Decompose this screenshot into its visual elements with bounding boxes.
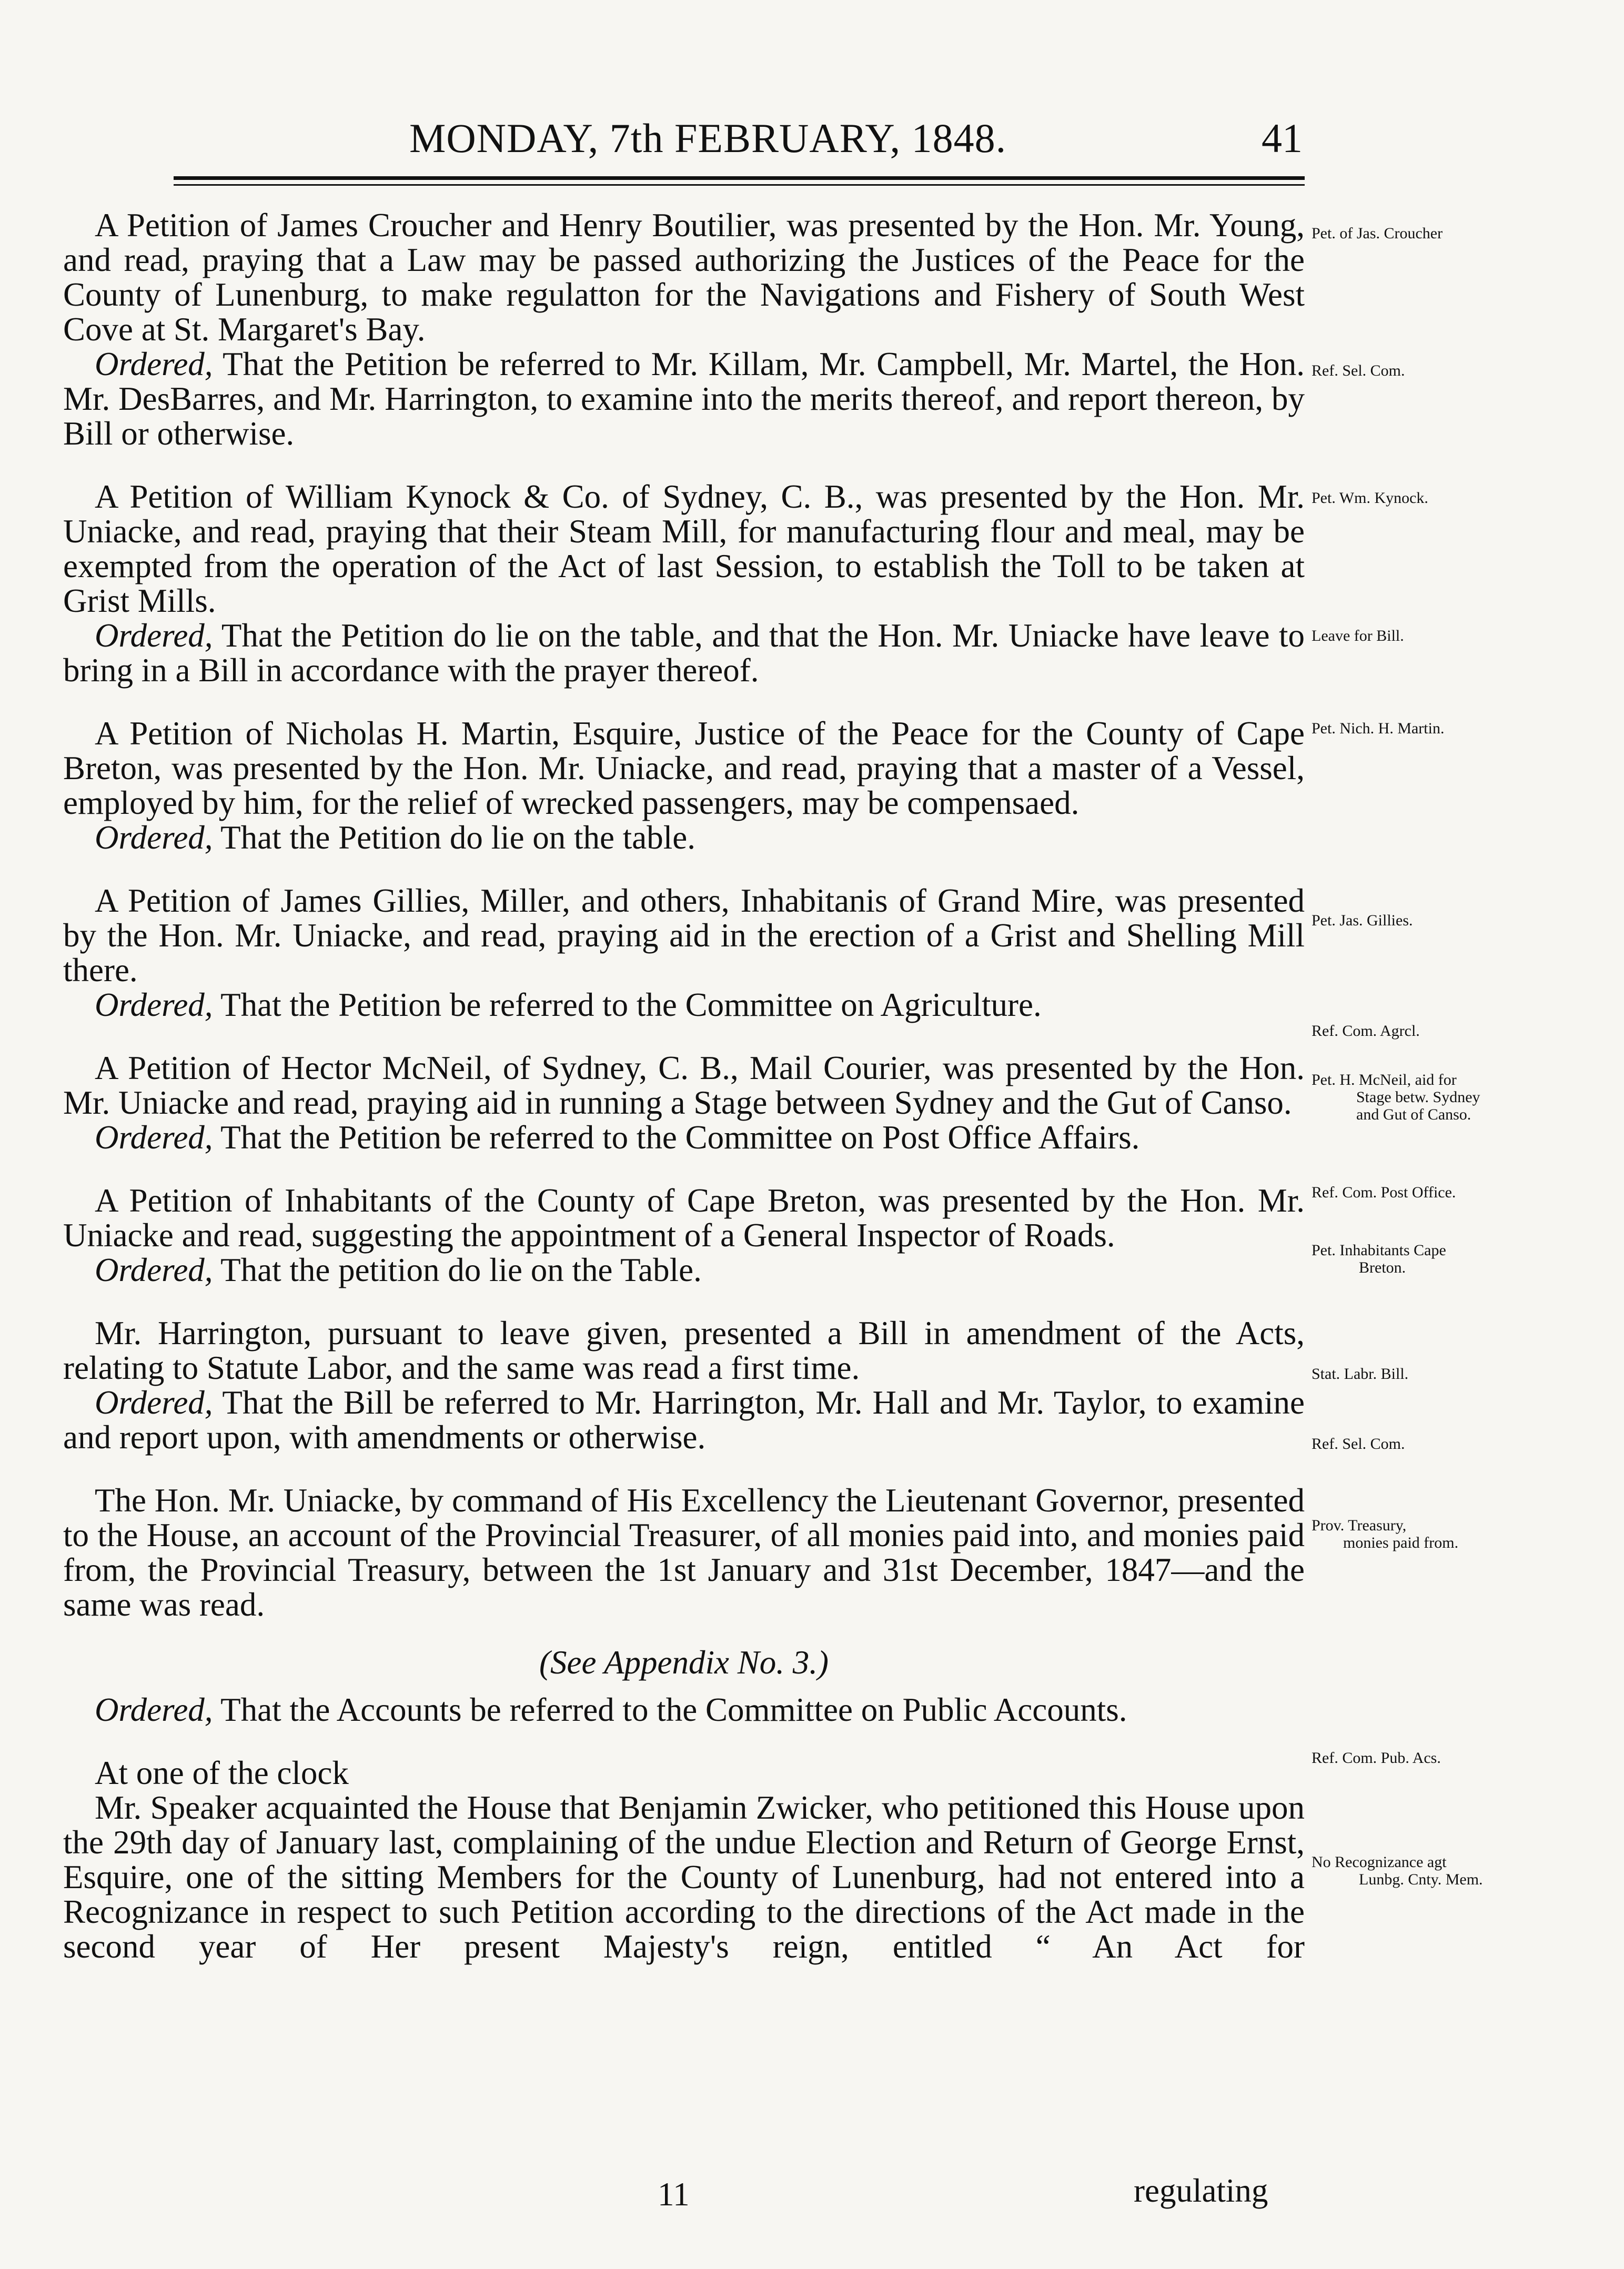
margin-note: Pet. H. McNeil, aid for bbox=[1312, 1071, 1457, 1088]
ordered-label: Ordered, bbox=[95, 1119, 213, 1156]
body-text bbox=[63, 208, 1305, 1964]
paragraph-text: That the petition do lie on the Table. bbox=[220, 1252, 702, 1288]
ordered-paragraph bbox=[63, 618, 1305, 688]
page-number: 41 bbox=[1262, 115, 1303, 161]
margin-note: Prov. Treasury, bbox=[1312, 1517, 1407, 1534]
ordered-label: Ordered, bbox=[95, 1691, 213, 1728]
ordered-label: Ordered, bbox=[95, 819, 213, 856]
margin-note: Stat. Labr. Bill. bbox=[1312, 1365, 1409, 1383]
margin-note: Ref. Com. Post Office. bbox=[1312, 1184, 1456, 1201]
paragraph-text: That the Petition do lie on the table. bbox=[220, 819, 695, 856]
paragraph: A Petition of Inhabitants of the County of Cape Breton, was presented by the Hon. Mr. Uniacke and read, suggesting the appointment of a General Inspector of Roads. bbox=[63, 1182, 1305, 1254]
ordered-paragraph bbox=[63, 347, 1305, 451]
paragraph: A Petition of James Croucher and Henry Boutilier, was presented by the Hon. Mr. Young, and read, praying that a Law may be passed authorizing the Justices of the Peace for the County of Lunenburg, to make regulatton for the Navigations and Fishery of South West Cove at St. Margaret's Bay. bbox=[63, 207, 1305, 348]
margin-note: Ref. Com. Agrcl. bbox=[1312, 1022, 1420, 1040]
margin-note: Pet. Jas. Gillies. bbox=[1312, 912, 1413, 929]
margin-note: Leave for Bill. bbox=[1312, 627, 1404, 644]
paragraph: Mr. Harrington, pursuant to leave given, presented a Bill in amendment of the Acts, relating to Statute Labor, and the same was read a first time. bbox=[63, 1315, 1305, 1386]
ordered-paragraph bbox=[63, 1120, 1305, 1155]
paragraph: A Petition of William Kynock & Co. of Sydney, C. B., was presented by the Hon. Mr. Uniacke, and read, praying that their Steam Mill, for manufacturing flour and meal, may be exempted from the operation of the Act of last Session, to establish the Toll to be taken at Grist Mills. bbox=[63, 478, 1305, 619]
ordered-label: Ordered, bbox=[95, 617, 213, 654]
paragraph: The Hon. Mr. Uniacke, by command of His Excellency the Lieutenant Governor, presented to the House, an account of the Provincial Treasurer, of all monies paid into, and monies paid from, the Provincial Treasury, between the 1st January and 31st December, 1847—and the same was read. bbox=[63, 1482, 1305, 1623]
paragraph-text: That the Petition do lie on the table, and that the Hon. Mr. Uniacke have leave to bring in a Bill in accordance with the prayer thereof. bbox=[63, 617, 1305, 689]
signature-mark: 11 bbox=[658, 2176, 690, 2213]
ordered-label: Ordered, bbox=[95, 1384, 213, 1421]
catchword: regulating bbox=[1134, 2172, 1268, 2209]
ordered-paragraph bbox=[63, 1253, 1305, 1287]
margin-note: Breton. bbox=[1359, 1259, 1406, 1276]
page-header-title: MONDAY, 7th FEBRUARY, 1848. bbox=[409, 115, 1007, 161]
paragraph-text: That the Petition be referred to Mr. Killam, Mr. Campbell, Mr. Martel, the Hon. Mr. DesBarres, and Mr. Harrington, to examine into the merits thereof, and report thereon, by Bill or otherwise. bbox=[63, 346, 1305, 452]
paragraph-text: That the Petition be referred to the Committee on Agriculture. bbox=[220, 986, 1042, 1023]
header-rule-thin bbox=[174, 184, 1305, 186]
margin-note: Ref. Com. Pub. Acs. bbox=[1312, 1749, 1441, 1767]
margin-note: No Recognizance agt bbox=[1312, 1853, 1447, 1871]
margin-note: monies paid from. bbox=[1343, 1534, 1459, 1551]
ordered-paragraph bbox=[63, 1692, 1305, 1727]
paragraph: At one of the clock bbox=[95, 1754, 349, 1791]
ordered-paragraph bbox=[63, 1385, 1305, 1455]
margin-note: and Gut of Canso. bbox=[1356, 1106, 1471, 1123]
paragraph-text: That the Bill be referred to Mr. Harrington, Mr. Hall and Mr. Taylor, to examine and report upon, with amendments or otherwise. bbox=[63, 1384, 1305, 1456]
margin-note: Pet. Inhabitants Cape bbox=[1312, 1242, 1446, 1259]
header-rule-thick bbox=[174, 176, 1305, 180]
margin-note: Lunbg. Cnty. Mem. bbox=[1359, 1871, 1483, 1888]
ordered-label: Ordered, bbox=[95, 986, 213, 1023]
ordered-paragraph bbox=[63, 820, 1305, 855]
margin-note: Ref. Sel. Com. bbox=[1312, 362, 1405, 379]
margin-note: Pet. Nich. H. Martin. bbox=[1312, 720, 1445, 737]
paragraph-text: That the Accounts be referred to the Committee on Public Accounts. bbox=[220, 1691, 1127, 1728]
appendix-reference: (See Appendix No. 3.) bbox=[539, 1644, 829, 1681]
margin-note: Stage betw. Sydney bbox=[1356, 1088, 1480, 1106]
paragraph: A Petition of Hector McNeil, of Sydney, C. B., Mail Courier, was presented by the Hon. Mr. Uniacke and read, praying aid in running a Stage between Sydney and the Gut of Canso. bbox=[63, 1050, 1305, 1121]
margin-note: Ref. Sel. Com. bbox=[1312, 1435, 1405, 1453]
ordered-label: Ordered, bbox=[95, 346, 213, 382]
ordered-label: Ordered, bbox=[95, 1252, 213, 1288]
paragraph: A Petition of James Gillies, Miller, and others, Inhabitanis of Grand Mire, was presented by the Hon. Mr. Uniacke, and read, praying aid in the erection of a Grist and Shelling Mill there. bbox=[63, 882, 1305, 989]
paragraph-text: That the Petition be referred to the Committee on Post Office Affairs. bbox=[220, 1119, 1140, 1156]
margin-note: Pet. of Jas. Croucher bbox=[1312, 225, 1443, 242]
paragraph: Mr. Speaker acquainted the House that Benjamin Zwicker, who petitioned this House upon the 29th day of January last, complaining of the undue Election and Return of George Ernst, Esquire, one of the sitting Members for the County of Lunenburg, had not entered into a Recognizance in respect to such Petition according to the directions of the Act made in the second year of Her present Majesty's reign, entitled “ An Act for bbox=[63, 1789, 1305, 1965]
margin-note: Pet. Wm. Kynock. bbox=[1312, 489, 1428, 507]
paragraph: A Petition of Nicholas H. Martin, Esquire, Justice of the Peace for the County of Cape Breton, was presented by the Hon. Mr. Uniacke, and read, praying that a master of a Vessel, employed by him, for the relief of wrecked passengers, may be compensaed. bbox=[63, 715, 1305, 821]
ordered-paragraph bbox=[63, 987, 1305, 1022]
